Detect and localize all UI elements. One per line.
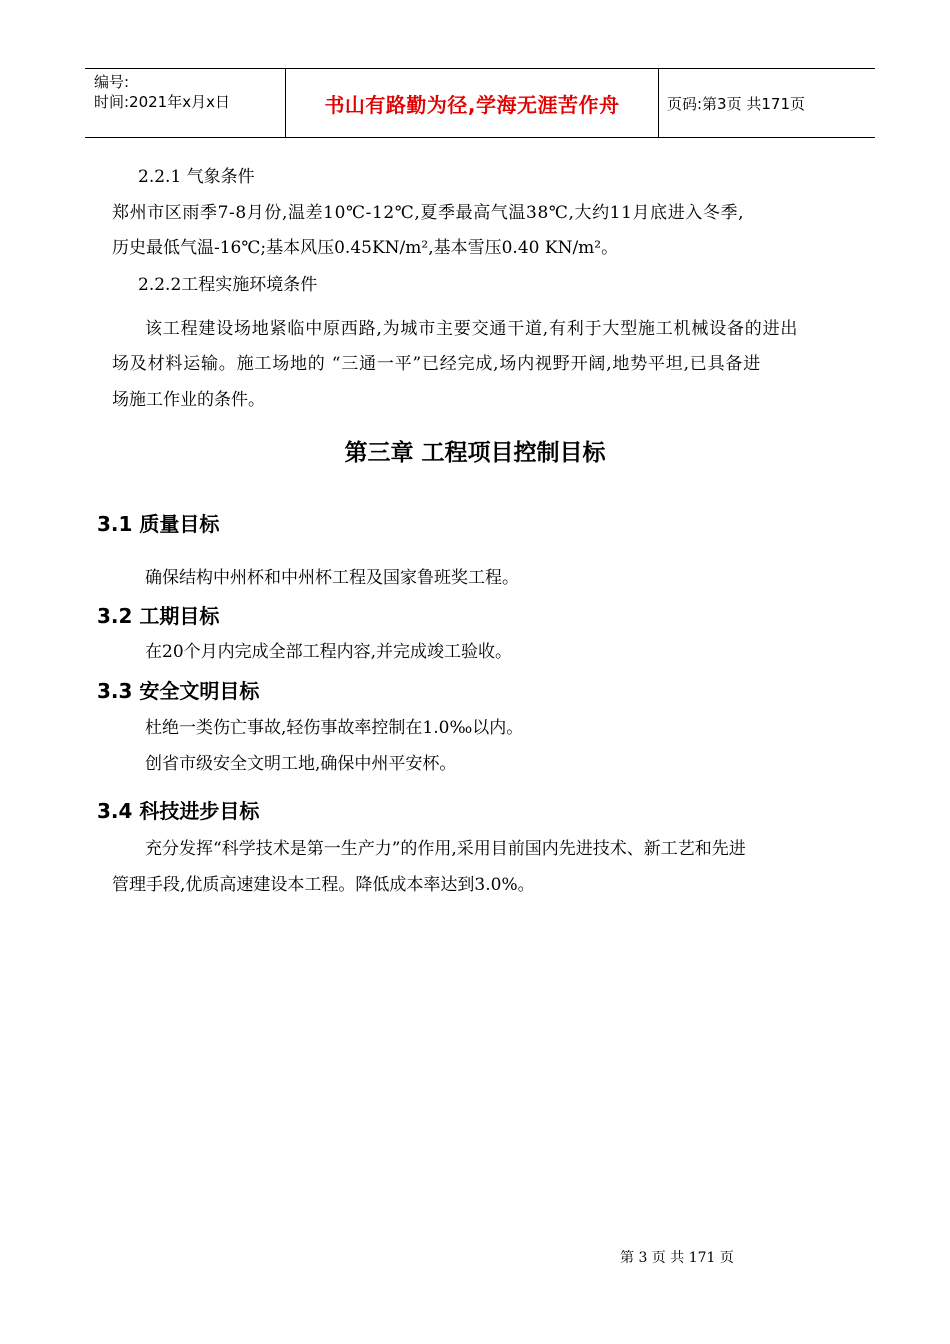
number-label: 编号: bbox=[94, 73, 130, 91]
section-2-2-2-body-line-1: 该工程建设场地紧临中原西路,为城市主要交通干道,有利于大型施工机械设备的进出 bbox=[145, 319, 799, 339]
section-3-4-title: 3.4 科技进步目标 bbox=[97, 799, 260, 823]
page-footer: 第 3 页 共 171 页 bbox=[620, 1250, 734, 1266]
section-2-2-1-body-line-2: 历史最低气温-16℃;基本风压0.45KN/m²,基本雪压0.40 KN/m²。 bbox=[112, 238, 619, 258]
section-3-4-body-line-2: 管理手段,优质高速建设本工程。降低成本率达到3.0%。 bbox=[112, 875, 535, 895]
header-meta bbox=[85, 69, 286, 137]
header-page-info: 页码:第3页 共171页 bbox=[667, 94, 805, 113]
header-motto: 书山有路勤为径,学海无涯苦作舟 bbox=[286, 69, 659, 137]
section-2-2-2-body-line-2: 场及材料运输。施工场地的 “三通一平”已经完成,场内视野开阔,地势平坦,已具备进 bbox=[112, 354, 761, 374]
section-2-2-2-body-line-3: 场施工作业的条件。 bbox=[112, 390, 265, 410]
section-3-1-body: 确保结构中州杯和中州杯工程及国家鲁班奖工程。 bbox=[145, 568, 519, 588]
section-3-3-body-line-2: 创省市级安全文明工地,确保中州平安杯。 bbox=[145, 754, 457, 774]
chapter-3-title: 第三章 工程项目控制目标 bbox=[344, 440, 606, 466]
section-3-4-body-line-1: 充分发挥“科学技术是第一生产力”的作用,采用目前国内先进技术、新工艺和先进 bbox=[145, 839, 746, 859]
section-3-2-body: 在20个月内完成全部工程内容,并完成竣工验收。 bbox=[145, 642, 513, 662]
section-2-2-1-body-line-1: 郑州市区雨季7-8月份,温差10℃-12℃,夏季最高气温38℃,大约11月底进入冬季, bbox=[112, 203, 745, 223]
page-header bbox=[85, 68, 875, 138]
section-3-1-title: 3.1 质量目标 bbox=[97, 512, 220, 536]
section-3-3-body-line-1: 杜绝一类伤亡事故,轻伤事故率控制在1.0‰以内。 bbox=[145, 718, 524, 738]
time-label: 时间:2021年x月x日 bbox=[94, 93, 230, 111]
section-3-2-title: 3.2 工期目标 bbox=[97, 604, 220, 628]
section-2-2-1-title: 2.2.1 气象条件 bbox=[138, 167, 255, 187]
section-2-2-2-title: 2.2.2工程实施环境条件 bbox=[138, 275, 318, 295]
section-3-3-title: 3.3 安全文明目标 bbox=[97, 679, 260, 703]
